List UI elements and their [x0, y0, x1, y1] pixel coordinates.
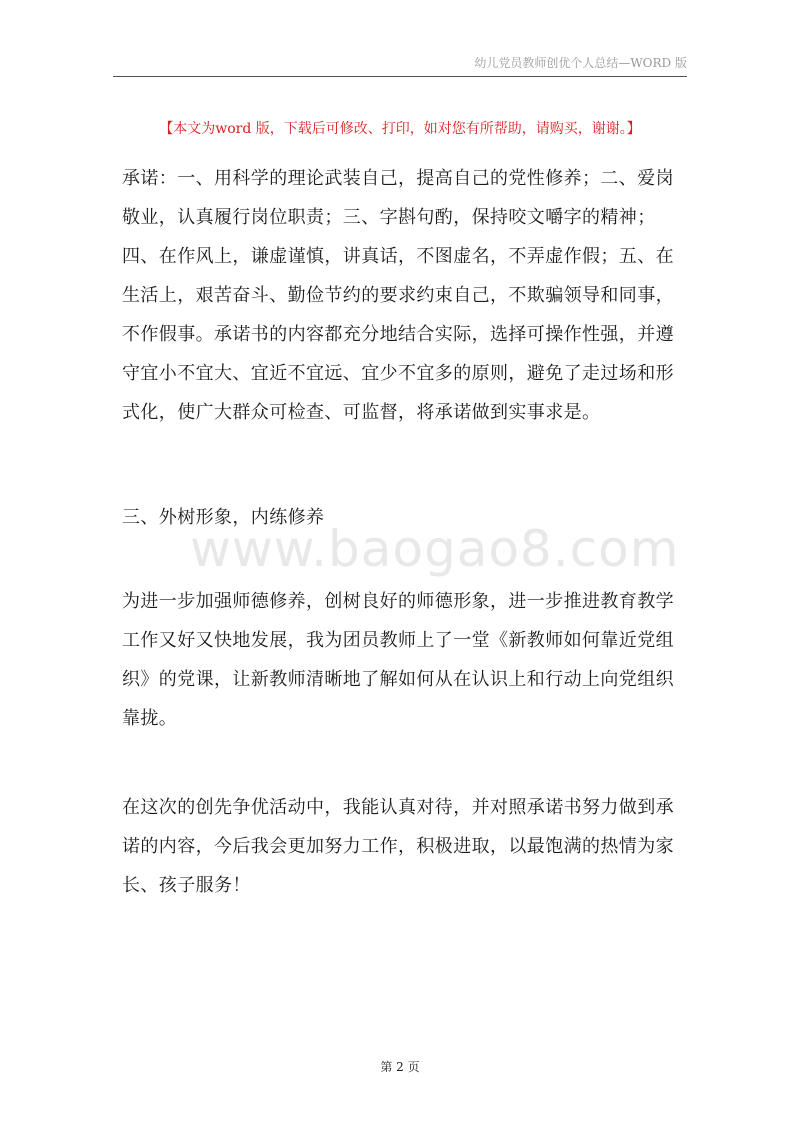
header-title: 幼儿党员教师创优个人总结—WORD 版 — [474, 56, 687, 70]
paragraph-conclusion: 在这次的创先争优活动中，我能认真对待，并对照承诺书努力做到承诺的内容，今后我会更加努力工作，积极进取，以最饱满的热情为家长、孩子服务！ — [122, 797, 674, 896]
paragraph-teacher-ethics: 为进一步加强师德修养，创树良好的师德形象，进一步推进教育教学工作又好又快地发展，我为团员教师上了一堂《新教师如何靠近党组织》的党课，让新教师清晰地了解如何从在认识上和行动上向党组织靠拢。 — [122, 591, 674, 729]
paragraph-commitment: 承诺：一、用科学的理论武装自己，提高自己的党性修养；二、爱岗敬业，认真履行岗位职责；三、字斟句酌，保持咬文嚼字的精神；四、在作风上，谦虚谨慎，讲真话，不图虚名，不弄虚作假；五、在生活上，艰苦奋斗、勤俭节约的要求约束自己，不欺骗领导和同事，不作假事。承诺书的内容都充分地结合实际，选择可操作性强，并遵守宜小不宜大、宜近不宜远、宜少不宜多的原则，避免了走过场和形式化，使广大群众可检查、可监督，将承诺做到实事求是。 — [122, 168, 674, 423]
download-notice: 【本文为word 版，下载后可修改、打印，如对您有所帮助，请购买，谢谢。】 — [159, 121, 641, 137]
page-header — [113, 52, 687, 77]
watermark: www.baogao8.com — [190, 520, 680, 578]
page-number: 第 2 页 — [380, 1060, 420, 1074]
section-heading: 三、外树形象，内练修养 — [122, 507, 325, 528]
